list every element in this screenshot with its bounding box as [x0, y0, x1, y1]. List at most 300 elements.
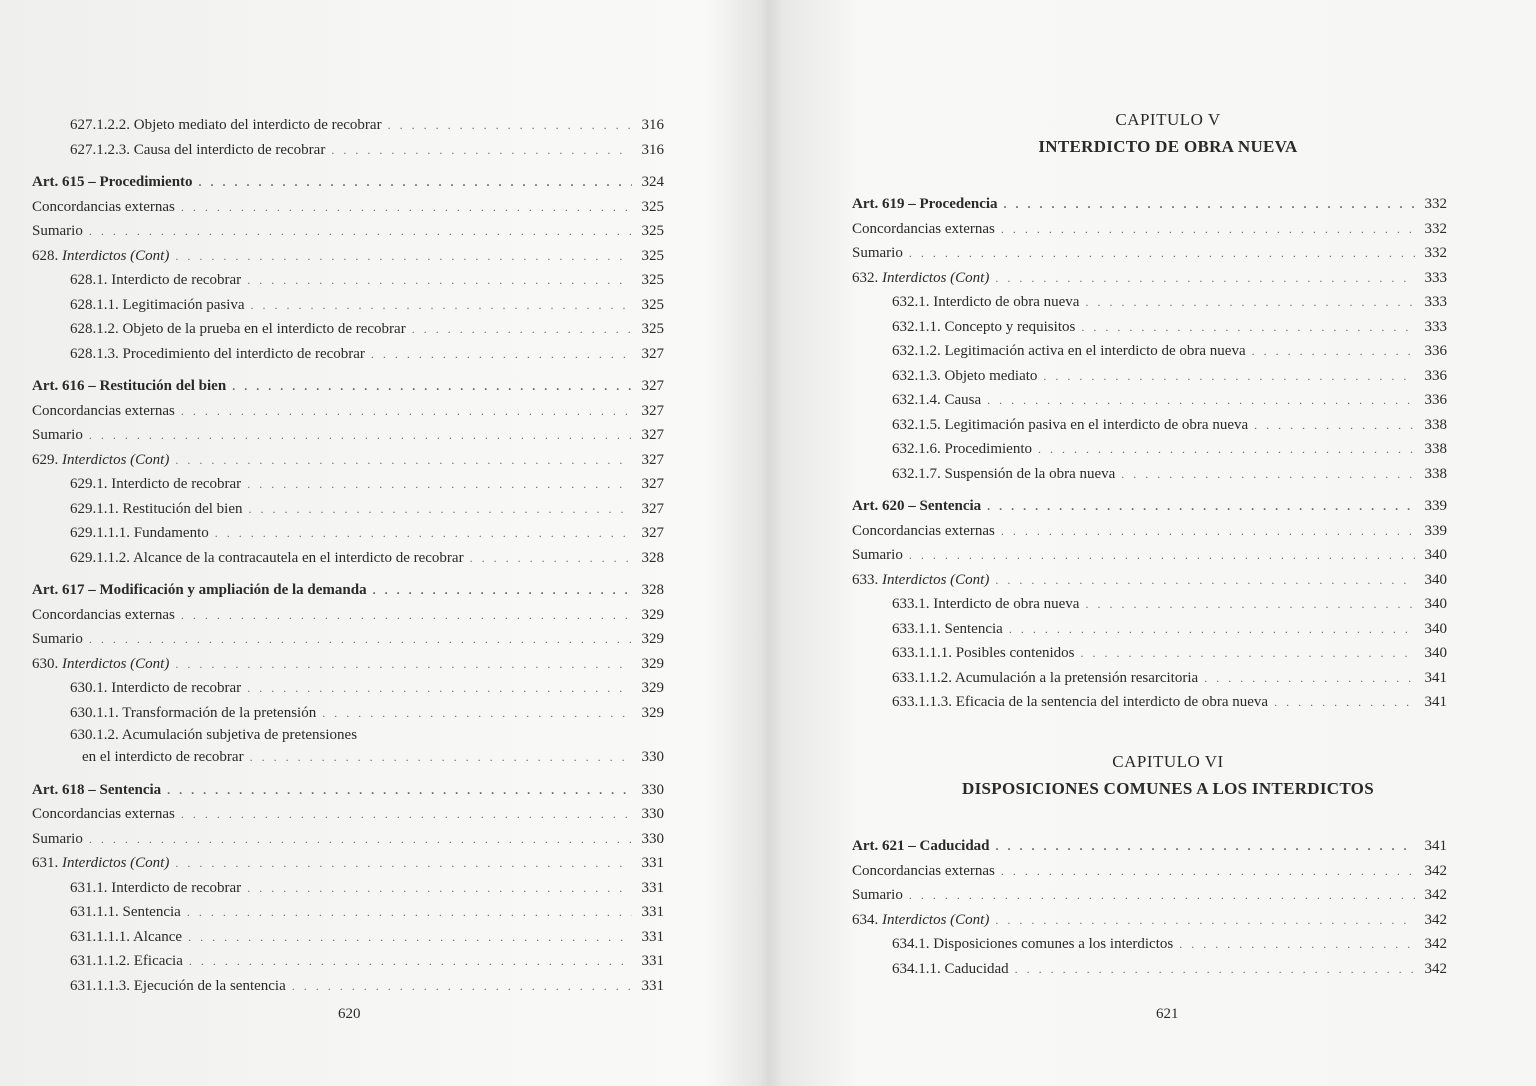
- toc-entry: [852, 339, 1447, 364]
- entry-title: Caducidad: [944, 960, 1009, 977]
- page-number: 620: [338, 1006, 361, 1022]
- entry-number: 633.1.1.1.: [892, 645, 952, 661]
- entry-number: 628.: [32, 247, 59, 264]
- toc-entry: [852, 462, 1447, 487]
- entry-page: 342: [1424, 862, 1447, 879]
- toc-entry: [852, 543, 1447, 568]
- chapter-vi-heading: [852, 750, 1484, 804]
- leader-dots: [1274, 690, 1415, 715]
- entry-page: 342: [1424, 960, 1447, 977]
- entry-title: Sentencia: [944, 620, 1003, 637]
- toc-left: [32, 113, 664, 998]
- chapter-v-heading: [852, 108, 1484, 162]
- leader-dots: [292, 974, 632, 999]
- entry-title: Concordancias externas: [852, 862, 995, 879]
- entry-number: 630.: [32, 655, 59, 672]
- entry-page: 328: [641, 549, 664, 566]
- entry-title: Concordancias externas: [852, 522, 995, 539]
- entry-number: 628.1.1.: [70, 296, 119, 313]
- entry-page: 331: [641, 855, 664, 871]
- leader-dots: [89, 219, 632, 244]
- toc-entry: [32, 472, 664, 497]
- chapter-title: DISPOSICIONES COMUNES A LOS INTERDICTOS: [962, 779, 1374, 798]
- entry-page: 324: [641, 174, 664, 190]
- leader-dots: [987, 494, 1415, 519]
- entry-title: – Sentencia: [908, 498, 982, 514]
- toc-entry: [32, 195, 664, 220]
- toc-entry: [32, 627, 664, 652]
- toc-entry: [852, 388, 1447, 413]
- leader-dots: [995, 568, 1415, 593]
- toc-article: [852, 834, 1447, 859]
- entry-page: 327: [641, 345, 664, 362]
- toc-entry: [852, 364, 1447, 389]
- entry-title: Causa: [944, 392, 982, 408]
- leader-dots: [232, 374, 632, 399]
- entry-page: 331: [641, 879, 664, 896]
- entry-title: Interdictos (Cont): [62, 247, 170, 264]
- toc-entry: [32, 974, 664, 999]
- toc-entry: [32, 652, 664, 677]
- leader-dots: [251, 293, 632, 318]
- entry-number: 629.: [32, 451, 59, 468]
- entry-number: 631.1.1.2.: [70, 953, 130, 969]
- entry-number: 632.1.: [892, 294, 930, 310]
- leader-dots: [247, 876, 632, 901]
- toc-entry: [32, 497, 664, 522]
- toc-article: [852, 192, 1447, 217]
- leader-dots: [89, 827, 632, 852]
- entry-title: Acumulación a la pretensión resarcitoria: [954, 669, 1199, 686]
- entry-number: 634.1.: [892, 936, 930, 952]
- entry-number: 629.1.: [70, 476, 108, 492]
- toc-article: [32, 374, 664, 399]
- toc-entry: [852, 883, 1447, 908]
- entry-number: Art. 616: [32, 378, 85, 394]
- leader-dots: [909, 883, 1415, 908]
- entry-title: Concordancias externas: [32, 402, 175, 419]
- entry-title: Sentencia: [122, 904, 181, 920]
- entry-number: Art. 621: [852, 838, 905, 854]
- toc-entry: [852, 957, 1447, 982]
- entry-title: – Sentencia: [88, 781, 162, 798]
- entry-number: 630.1.: [70, 680, 108, 696]
- entry-page: 329: [641, 680, 664, 696]
- toc-entry: [32, 423, 664, 448]
- entry-title: Transformación de la pretensión: [122, 704, 317, 721]
- entry-page: 325: [641, 247, 664, 264]
- entry-title: – Restitución del bien: [88, 378, 227, 394]
- entry-title: Interdictos (Cont): [882, 269, 990, 286]
- entry-title: Sumario: [32, 223, 83, 239]
- entry-page: 332: [1424, 196, 1447, 212]
- entry-number: 633.1.1.: [892, 620, 941, 637]
- toc-entry: [32, 113, 664, 138]
- leader-dots: [1179, 932, 1415, 957]
- entry-title: Legitimación pasiva: [122, 296, 245, 313]
- toc-entry: [852, 932, 1447, 957]
- leader-dots: [995, 908, 1415, 933]
- entry-number: Art. 619: [852, 196, 905, 212]
- toc-entry: [32, 676, 664, 701]
- entry-page: 325: [641, 223, 664, 239]
- leader-dots: [1085, 592, 1415, 617]
- entry-number: 630.1.2.: [70, 727, 119, 743]
- entry-page: 338: [1424, 416, 1447, 433]
- leader-dots: [1004, 192, 1415, 217]
- entry-title: Concepto y requisitos: [944, 318, 1076, 335]
- leader-dots: [331, 138, 632, 163]
- entry-page: 342: [1424, 887, 1447, 903]
- entry-page: 336: [1424, 343, 1447, 359]
- entry-page: 325: [641, 321, 664, 337]
- entry-number: 631.1.1.: [70, 904, 119, 920]
- toc-entry: [32, 725, 664, 745]
- leader-dots: [1081, 315, 1415, 340]
- entry-number: 627.1.2.3.: [70, 141, 130, 158]
- entry-number: 629.1.1.: [70, 500, 119, 517]
- entry-title: Sumario: [32, 830, 83, 847]
- leader-dots: [1121, 462, 1415, 487]
- entry-number: 633.: [852, 571, 879, 588]
- leader-dots: [167, 778, 632, 803]
- entry-title: Alcance de la contracautela en el interdicto de recobrar: [132, 549, 464, 566]
- toc-entry: [32, 827, 664, 852]
- entry-page: 332: [1424, 220, 1447, 237]
- leader-dots: [470, 546, 632, 571]
- entry-title-continued: en el interdicto de recobrar: [82, 749, 244, 765]
- entry-page: 327: [641, 525, 664, 541]
- leader-dots: [175, 244, 632, 269]
- entry-page: 327: [641, 402, 664, 419]
- toc-entry: [852, 641, 1447, 666]
- toc-entry: [32, 701, 664, 726]
- toc-entry: [852, 859, 1447, 884]
- entry-title: Legitimación pasiva en el interdicto de obra nueva: [944, 416, 1249, 433]
- leader-dots: [322, 701, 632, 726]
- toc-chapter-v: [852, 184, 1447, 715]
- leader-dots: [181, 802, 632, 827]
- entry-page: 330: [641, 830, 664, 847]
- entry-page: 329: [641, 655, 664, 672]
- toc-entry: [32, 949, 664, 974]
- leader-dots: [373, 578, 632, 603]
- leader-dots: [89, 627, 632, 652]
- entry-page: 330: [641, 806, 664, 822]
- toc-entry: [852, 592, 1447, 617]
- entry-page: 336: [1424, 367, 1447, 384]
- entry-page: 328: [641, 582, 664, 598]
- page-number: 621: [1156, 1006, 1179, 1022]
- entry-page: 342: [1424, 936, 1447, 952]
- entry-number: 632.: [852, 269, 879, 286]
- entry-number: 631.1.: [70, 879, 108, 896]
- entry-number: 633.1.1.3.: [892, 694, 952, 710]
- leader-dots: [215, 521, 632, 546]
- entry-title: – Caducidad: [908, 838, 990, 854]
- chapter-number: CAPITULO VI: [1112, 752, 1224, 771]
- right-page: [768, 0, 1536, 1086]
- leader-dots: [175, 652, 632, 677]
- chapter-title: INTERDICTO DE OBRA NUEVA: [1038, 137, 1298, 156]
- toc-entry: [852, 690, 1447, 715]
- leader-dots: [1001, 217, 1415, 242]
- entry-title: Interdicto de recobrar: [111, 680, 242, 696]
- entry-number: 632.1.2.: [892, 343, 941, 359]
- entry-title: Posibles contenidos: [955, 645, 1075, 661]
- entry-title: Acumulación subjetiva de pretensiones: [121, 727, 358, 743]
- entry-title: Interdictos (Cont): [882, 911, 990, 928]
- entry-title: Concordancias externas: [32, 806, 175, 822]
- toc-entry: [32, 342, 664, 367]
- entry-title: Sumario: [32, 427, 83, 443]
- entry-number: 631.: [32, 855, 59, 871]
- leader-dots: [995, 266, 1415, 291]
- entry-page: 339: [1424, 522, 1447, 539]
- toc-entry: [32, 876, 664, 901]
- entry-number: 632.1.5.: [892, 416, 941, 433]
- entry-page: 327: [641, 378, 664, 394]
- toc-entry: [852, 290, 1447, 315]
- toc-entry: [852, 908, 1447, 933]
- toc-entry: [852, 315, 1447, 340]
- entry-title: Concordancias externas: [32, 606, 175, 623]
- entry-number: 631.1.1.1.: [70, 928, 130, 945]
- entry-page: 340: [1424, 547, 1447, 563]
- toc-entry: [852, 266, 1447, 291]
- entry-number: 633.1.: [892, 596, 930, 612]
- leader-dots: [199, 170, 632, 195]
- entry-number: 628.1.3.: [70, 345, 119, 362]
- entry-number: Art. 618: [32, 781, 85, 798]
- toc-entry: [32, 399, 664, 424]
- entry-number: 627.1.2.2.: [70, 117, 130, 133]
- entry-title: Sumario: [852, 245, 903, 261]
- leader-dots: [909, 241, 1415, 266]
- entry-page: 338: [1424, 465, 1447, 482]
- toc-entry-continued: [32, 745, 664, 770]
- entry-title: Interdictos (Cont): [62, 855, 170, 871]
- entry-page: 340: [1424, 571, 1447, 588]
- leader-dots: [181, 399, 632, 424]
- toc-entry: [32, 900, 664, 925]
- entry-page: 340: [1424, 645, 1447, 661]
- toc-entry: [852, 519, 1447, 544]
- entry-title: – Procedencia: [908, 196, 998, 212]
- entry-number: 632.1.3.: [892, 367, 941, 384]
- entry-title: Alcance: [132, 928, 183, 945]
- entry-page: 331: [641, 928, 664, 945]
- entry-title: Procedimiento: [944, 441, 1032, 457]
- toc-entry: [32, 293, 664, 318]
- toc-entry: [32, 448, 664, 473]
- leader-dots: [181, 195, 632, 220]
- entry-number: 632.1.7.: [892, 465, 941, 482]
- leader-dots: [1009, 617, 1415, 642]
- entry-title: Procedimiento del interdicto de recobrar: [122, 345, 365, 362]
- leader-dots: [371, 342, 632, 367]
- entry-title: Restitución del bien: [122, 500, 243, 517]
- entry-page: 332: [1424, 245, 1447, 261]
- entry-title: – Procedimiento: [88, 174, 193, 190]
- leader-dots: [996, 834, 1415, 859]
- toc-entry: [32, 802, 664, 827]
- leader-dots: [909, 543, 1415, 568]
- entry-page: 331: [641, 953, 664, 969]
- toc-entry: [32, 851, 664, 876]
- toc-entry: [852, 666, 1447, 691]
- leader-dots: [181, 603, 632, 628]
- leader-dots: [1252, 339, 1415, 364]
- leader-dots: [1001, 859, 1415, 884]
- entry-page: 330: [641, 781, 664, 798]
- entry-number: 632.1.4.: [892, 392, 941, 408]
- entry-page: 325: [641, 272, 664, 288]
- toc-entry: [852, 413, 1447, 438]
- toc-article: [32, 778, 664, 803]
- entry-number: 633.1.1.2.: [892, 669, 952, 686]
- toc-chapter-vi: [852, 826, 1447, 981]
- entry-page: 340: [1424, 596, 1447, 612]
- entry-title: Sumario: [852, 887, 903, 903]
- entry-title: Interdictos (Cont): [882, 571, 990, 588]
- leader-dots: [250, 745, 632, 770]
- entry-page: 341: [1424, 694, 1447, 710]
- leader-dots: [89, 423, 632, 448]
- leader-dots: [248, 497, 632, 522]
- entry-page: 333: [1424, 294, 1447, 310]
- toc-entry: [32, 925, 664, 950]
- entry-title: Ejecución de la sentencia: [133, 977, 286, 994]
- entry-number: 629.1.1.2.: [70, 549, 130, 566]
- entry-number: 634.1.1.: [892, 960, 941, 977]
- entry-page: 329: [641, 704, 664, 721]
- toc-article: [852, 494, 1447, 519]
- leader-dots: [987, 388, 1415, 413]
- entry-title: Objeto mediato del interdicto de recobrar: [133, 117, 382, 133]
- entry-page: 327: [641, 451, 664, 468]
- leader-dots: [1015, 957, 1415, 982]
- leader-dots: [388, 113, 632, 138]
- entry-page: 341: [1424, 838, 1447, 854]
- leader-dots: [1043, 364, 1415, 389]
- entry-title: – Modificación y ampliación de la demanda: [88, 582, 367, 598]
- entry-title: Causa del interdicto de recobrar: [133, 141, 326, 158]
- toc-entry: [852, 241, 1447, 266]
- entry-number: Art. 617: [32, 582, 85, 598]
- toc-article: [32, 578, 664, 603]
- leader-dots: [175, 448, 632, 473]
- entry-title: Interdictos (Cont): [62, 655, 170, 672]
- entry-page: 331: [641, 977, 664, 994]
- entry-page: 325: [641, 198, 664, 215]
- entry-page: 316: [641, 141, 664, 158]
- entry-page: 327: [641, 500, 664, 517]
- toc-entry: [32, 244, 664, 269]
- chapter-number: CAPITULO V: [1115, 110, 1221, 129]
- entry-page: 325: [641, 296, 664, 313]
- entry-number: 628.1.: [70, 272, 108, 288]
- entry-title: Sumario: [32, 631, 83, 647]
- entry-number: 632.1.6.: [892, 441, 941, 457]
- entry-title: Eficacia: [133, 953, 183, 969]
- entry-title: Interdicto de recobrar: [111, 879, 242, 896]
- entry-page: 329: [641, 606, 664, 623]
- toc-entry: [32, 521, 664, 546]
- entry-page: 341: [1424, 669, 1447, 686]
- toc-entry: [32, 219, 664, 244]
- entry-page: 331: [641, 904, 664, 920]
- leader-dots: [1204, 666, 1415, 691]
- entry-title: Disposiciones comunes a los interdictos: [933, 936, 1174, 952]
- entry-page: 333: [1424, 269, 1447, 286]
- entry-title: Objeto mediato: [944, 367, 1038, 384]
- leader-dots: [1081, 641, 1416, 666]
- entry-page: 316: [641, 117, 664, 133]
- entry-page: 329: [641, 631, 664, 647]
- entry-title: Legitimación activa en el interdicto de obra nueva: [944, 343, 1246, 359]
- toc-entry: [852, 437, 1447, 462]
- toc-entry: [852, 617, 1447, 642]
- entry-title: Interdicto de recobrar: [111, 476, 242, 492]
- entry-page: 330: [641, 749, 664, 765]
- entry-page: 327: [641, 476, 664, 492]
- entry-number: Art. 620: [852, 498, 905, 514]
- leader-dots: [175, 851, 632, 876]
- entry-number: 634.: [852, 911, 879, 928]
- entry-title: Fundamento: [133, 525, 209, 541]
- entry-title: Suspensión de la obra nueva: [944, 465, 1116, 482]
- entry-title: Concordancias externas: [32, 198, 175, 215]
- entry-title: Objeto de la prueba en el interdicto de recobrar: [122, 321, 406, 337]
- entry-title: Sumario: [852, 547, 903, 563]
- toc-entry: [852, 568, 1447, 593]
- toc-entry: [32, 546, 664, 571]
- leader-dots: [247, 472, 632, 497]
- entry-title: Interdicto de obra nueva: [933, 596, 1080, 612]
- entry-number: 631.1.1.3.: [70, 977, 130, 994]
- entry-page: 342: [1424, 911, 1447, 928]
- toc-entry: [32, 138, 664, 163]
- entry-title: Interdicto de recobrar: [111, 272, 242, 288]
- entry-page: 333: [1424, 318, 1447, 335]
- entry-number: 628.1.2.: [70, 321, 119, 337]
- leader-dots: [247, 268, 632, 293]
- toc-entry: [32, 603, 664, 628]
- leader-dots: [412, 317, 632, 342]
- entry-page: 340: [1424, 620, 1447, 637]
- toc-article: [32, 170, 664, 195]
- leader-dots: [1085, 290, 1415, 315]
- entry-title: Concordancias externas: [852, 220, 995, 237]
- leader-dots: [1038, 437, 1415, 462]
- leader-dots: [189, 949, 632, 974]
- entry-page: 336: [1424, 392, 1447, 408]
- entry-title: Interdictos (Cont): [62, 451, 170, 468]
- entry-title: Interdicto de obra nueva: [933, 294, 1080, 310]
- entry-number: 629.1.1.1.: [70, 525, 130, 541]
- entry-number: Art. 615: [32, 174, 85, 190]
- entry-title: Eficacia de la sentencia del interdicto de obra nueva: [955, 694, 1269, 710]
- leader-dots: [188, 925, 632, 950]
- toc-entry: [32, 268, 664, 293]
- entry-page: 339: [1424, 498, 1447, 514]
- entry-number: 630.1.1.: [70, 704, 119, 721]
- leader-dots: [1254, 413, 1415, 438]
- entry-number: 632.1.1.: [892, 318, 941, 335]
- entry-page: 327: [641, 427, 664, 443]
- entry-page: 338: [1424, 441, 1447, 457]
